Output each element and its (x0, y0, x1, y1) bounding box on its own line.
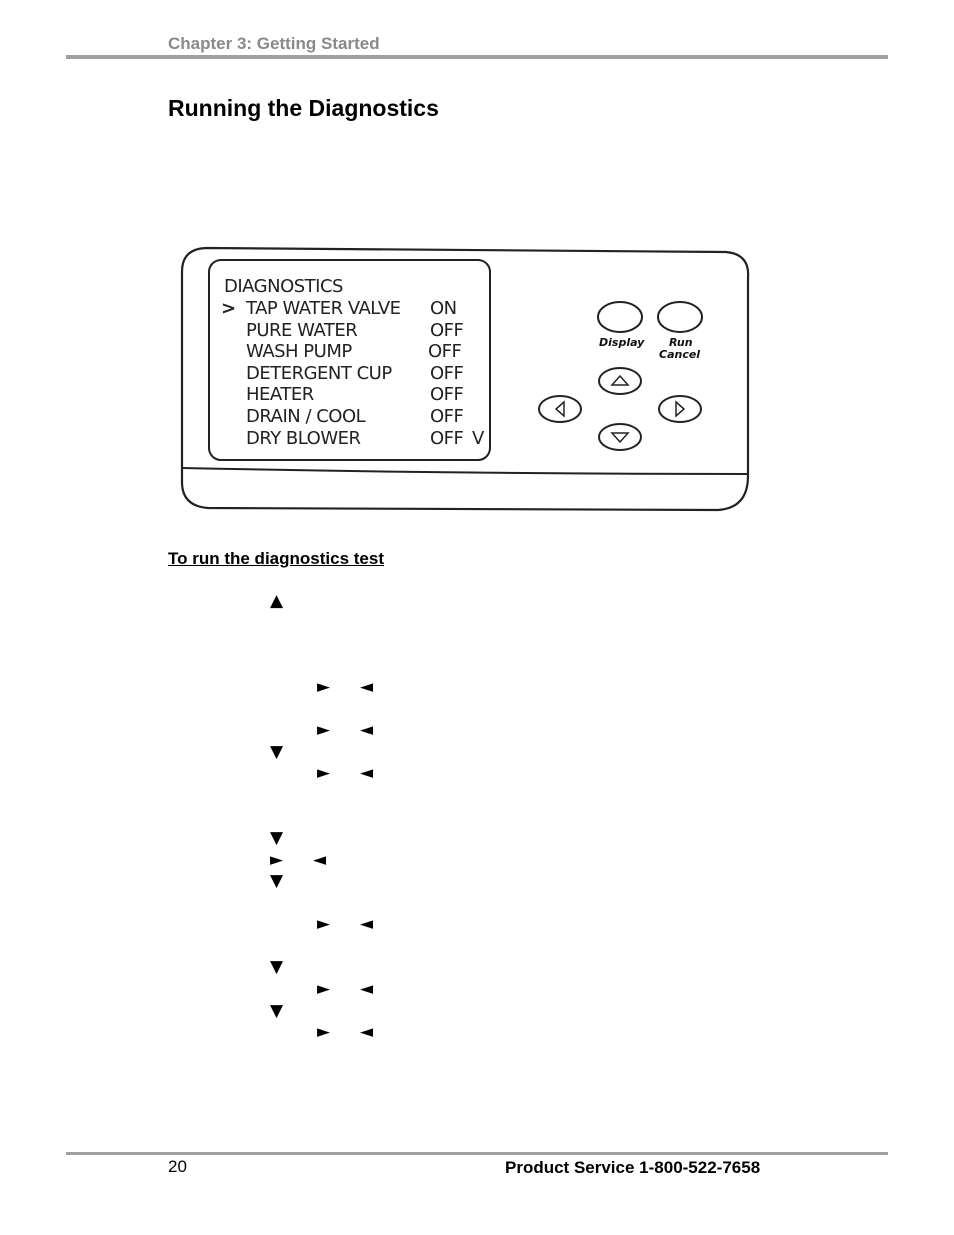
lcd-row-state: ON (430, 298, 457, 319)
lcd-row-label: TAP WATER VALVE (246, 298, 401, 319)
product-service-phone: Product Service 1-800-522-7658 (505, 1158, 761, 1177)
down-arrow-icon: ▼ (270, 1001, 284, 1021)
lcd-row-state: OFF (430, 320, 464, 341)
right-arrow-icon: ► (317, 677, 331, 697)
up-button[interactable] (599, 368, 641, 394)
lcd-row-label: DRY BLOWER (246, 428, 361, 449)
right-arrow-icon: ► (270, 850, 284, 870)
up-arrow-icon: ▲ (270, 591, 284, 611)
left-arrow-icon: ◄ (313, 850, 327, 870)
lcd-row-state: OFF (430, 428, 464, 449)
run-button-label: Run (669, 336, 693, 349)
page-title: Running the Diagnostics (168, 95, 439, 121)
down-arrow-icon: ▼ (270, 871, 284, 891)
footer-rule (66, 1152, 888, 1155)
down-button[interactable] (599, 424, 641, 450)
chapter-header: Chapter 3: Getting Started (168, 34, 380, 53)
lcd-row-label: PURE WATER (246, 320, 358, 341)
control-panel-drawing (178, 236, 758, 528)
left-arrow-icon: ◄ (360, 1022, 374, 1042)
left-arrow-icon: ◄ (360, 720, 374, 740)
lcd-scroll-indicator: V (472, 428, 484, 449)
right-arrow-icon: ► (317, 720, 331, 740)
lcd-row-state: OFF (430, 384, 464, 405)
header-rule (66, 55, 888, 59)
right-arrow-icon: ► (317, 979, 331, 999)
lcd-row-label: WASH PUMP (246, 341, 352, 362)
section-subheading: To run the diagnostics test (168, 549, 384, 568)
lcd-title: DIAGNOSTICS (224, 276, 343, 297)
down-arrow-icon: ▼ (270, 742, 284, 762)
display-button[interactable] (598, 302, 642, 332)
lcd-row-state: OFF (430, 363, 464, 384)
lcd-row-label: HEATER (246, 384, 314, 405)
lcd-row-label: DETERGENT CUP (246, 363, 392, 384)
right-arrow-icon: ► (317, 763, 331, 783)
right-arrow-icon: ► (317, 1022, 331, 1042)
lcd-row-state: OFF (430, 406, 464, 427)
control-panel-illustration (178, 236, 758, 528)
right-arrow-icon: ► (317, 914, 331, 934)
left-button[interactable] (539, 396, 581, 422)
left-arrow-icon: ◄ (360, 979, 374, 999)
display-button-label: Display (599, 336, 645, 349)
run-cancel-button[interactable] (658, 302, 702, 332)
cancel-button-label: Cancel (659, 348, 701, 361)
lcd-row-state: OFF (428, 341, 462, 362)
down-arrow-icon: ▼ (270, 828, 284, 848)
lcd-cursor: > (221, 298, 236, 319)
page-number: 20 (168, 1157, 187, 1176)
down-arrow-icon: ▼ (270, 957, 284, 977)
left-arrow-icon: ◄ (360, 763, 374, 783)
left-arrow-icon: ◄ (360, 914, 374, 934)
right-button[interactable] (659, 396, 701, 422)
left-arrow-icon: ◄ (360, 677, 374, 697)
lcd-row-label: DRAIN / COOL (246, 406, 366, 427)
